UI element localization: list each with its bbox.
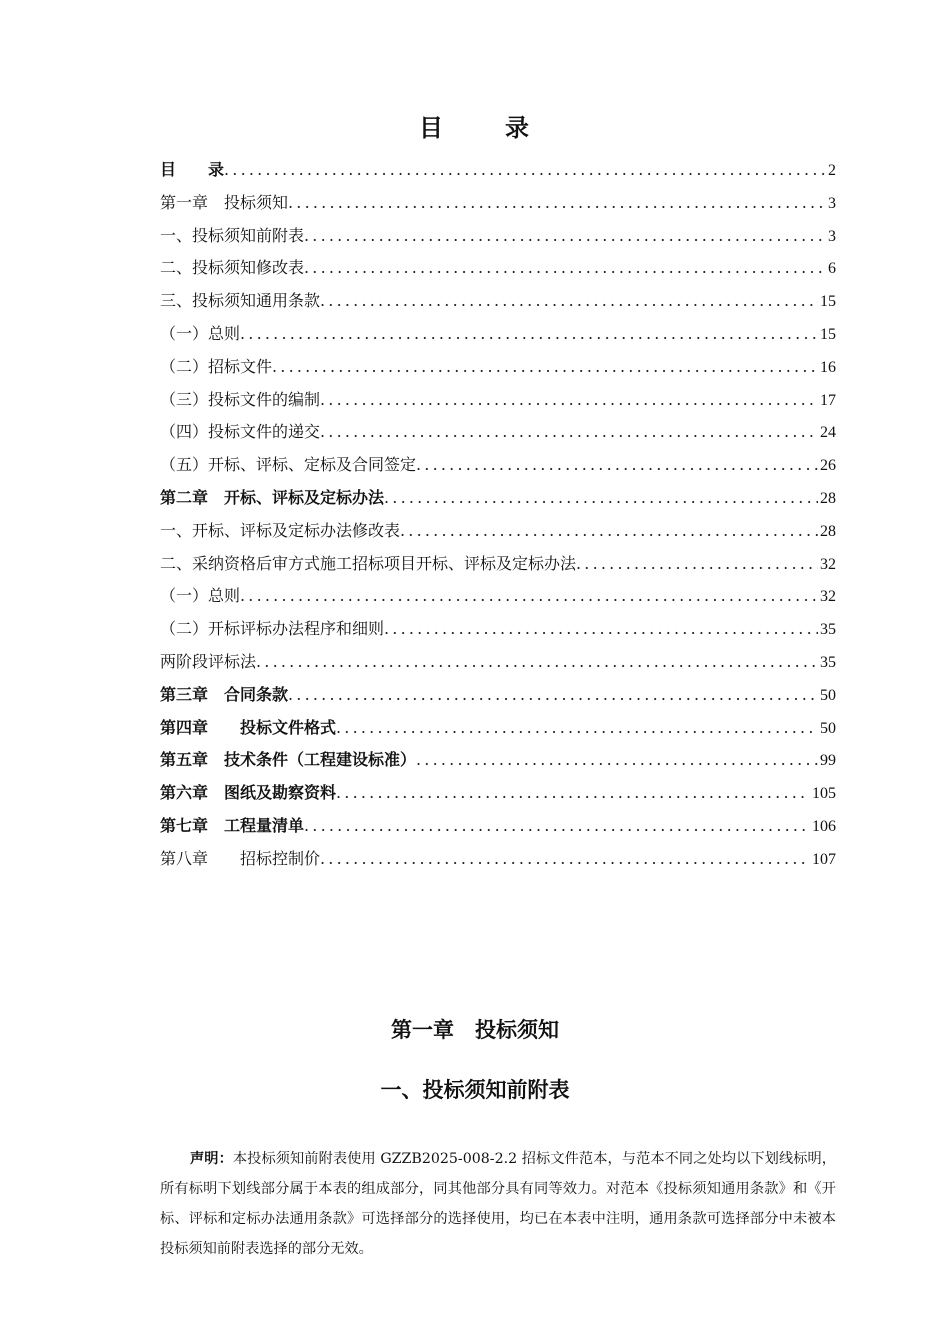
toc-title-char-2: 录	[505, 113, 531, 142]
toc-entry-page: 16	[820, 358, 836, 376]
toc-entry-page: 50	[820, 686, 836, 704]
toc-entry[interactable]	[160, 288, 836, 321]
toc-leader-dots	[576, 554, 818, 573]
toc-entry-page: 106	[812, 817, 836, 835]
toc-entry-page: 28	[820, 489, 836, 507]
toc-entry-page: 3	[828, 227, 836, 245]
statement-text: 本投标须知前附表使用 GZZB2025-008-2.2 招标文件范本，与范本不同之处均以下划线标明，所有标明下划线部分属于本表的组成部分，同其他部分具有同等效力。对范本《投标须知通用条款》和《开标、评标和定标办法通用条款》可选择部分的选择使用，均已在本表中注明，通用条款可选择部分中未被本投标须知前附表选择的部分无效。	[160, 1151, 836, 1258]
toc-entry[interactable]	[160, 223, 836, 256]
toc-entry[interactable]	[160, 485, 836, 518]
toc-entry-label: 三、投标须知通用条款	[160, 291, 321, 311]
toc-entry-page: 32	[820, 588, 836, 606]
toc-entry[interactable]	[160, 616, 836, 649]
toc-entry[interactable]	[160, 747, 836, 780]
toc-entry-page: 35	[820, 653, 836, 671]
toc-leader-dots	[336, 783, 810, 802]
toc-entry[interactable]	[160, 419, 836, 452]
toc-leader-dots	[304, 816, 810, 835]
toc-entry-page: 99	[820, 752, 836, 770]
toc-entry-page: 35	[820, 621, 836, 639]
toc-entry-label: （二）招标文件	[160, 356, 273, 376]
toc-entry[interactable]	[160, 452, 836, 485]
toc-entry-page: 24	[820, 424, 836, 442]
toc-leader-dots	[416, 750, 818, 769]
toc-entry-label: 二、投标须知修改表	[160, 258, 305, 278]
toc-leader-dots	[416, 455, 818, 474]
toc-entry[interactable]	[160, 780, 836, 813]
statement-label: 声明：	[190, 1151, 233, 1168]
toc-entry-label: 第二章 开标、评标及定标办法	[160, 487, 385, 507]
toc-title	[0, 108, 950, 143]
toc-leader-dots	[320, 291, 818, 310]
toc-entry-label: 目 录	[160, 160, 225, 179]
toc-entry-label: （一）总则	[160, 323, 241, 343]
toc-entry[interactable]	[160, 551, 836, 584]
toc-entry-label: 第一章 投标须知	[160, 192, 289, 212]
toc-entry-label: 第八章 招标控制价	[160, 848, 321, 868]
toc-entry[interactable]	[160, 518, 836, 551]
toc-entry-page: 6	[828, 260, 836, 278]
toc-entry-label: 一、投标须知前附表	[160, 225, 305, 245]
toc-entry-page: 50	[820, 719, 836, 737]
toc-entry-page: 107	[812, 850, 836, 868]
toc-entry[interactable]	[160, 813, 836, 846]
toc-leader-dots	[320, 390, 818, 409]
toc-entry-label: （五）开标、评标、定标及合同签定	[160, 455, 417, 475]
toc-entry[interactable]	[160, 387, 836, 420]
toc-entry-label: 第三章 合同条款	[160, 684, 289, 704]
toc-entry[interactable]	[160, 846, 836, 879]
toc-leader-dots	[384, 488, 818, 507]
toc-entry-label: 第四章 投标文件格式	[160, 717, 337, 737]
toc-leader-dots	[288, 685, 818, 704]
section-title: 一、投标须知前附表	[380, 1078, 570, 1102]
toc-entry-label: （一）总则	[160, 586, 241, 606]
toc-entry-label: 第七章 工程量清单	[160, 815, 305, 835]
toc-leader-dots	[400, 521, 818, 540]
toc-entry[interactable]	[160, 715, 836, 748]
table-of-contents	[160, 157, 836, 879]
toc-entry-label: （三）投标文件的编制	[160, 389, 321, 409]
toc-leader-dots	[384, 619, 818, 638]
toc-entry-label: 二、采纳资格后审方式施工招标项目开标、评标及定标办法	[160, 553, 577, 573]
toc-entry-label: 一、开标、评标及定标办法修改表	[160, 520, 401, 540]
toc-leader-dots	[288, 193, 826, 212]
toc-entry[interactable]	[160, 255, 836, 288]
toc-entry-label: 第五章 技术条件（工程建设标准）	[160, 750, 417, 770]
toc-entry-label: 两阶段评标法	[160, 651, 257, 671]
toc-leader-dots	[256, 652, 818, 671]
toc-entry[interactable]	[160, 354, 836, 387]
toc-leader-dots	[272, 357, 818, 376]
toc-entry[interactable]	[160, 583, 836, 616]
toc-entry[interactable]	[160, 190, 836, 223]
statement-paragraph	[160, 1144, 836, 1264]
toc-leader-dots	[224, 160, 826, 179]
toc-entry[interactable]	[160, 649, 836, 682]
toc-entry-label: 第六章 图纸及勘察资料	[160, 783, 337, 803]
toc-entry-label: （二）开标评标办法程序和细则	[160, 619, 385, 639]
toc-entry-label: （四）投标文件的递交	[160, 422, 321, 442]
toc-entry-page: 2	[828, 162, 836, 179]
toc-title-char-1: 目	[419, 113, 445, 142]
toc-entry[interactable]	[160, 321, 836, 354]
toc-entry-page: 26	[820, 457, 836, 475]
toc-entry-page: 32	[820, 555, 836, 573]
toc-entry-page: 15	[820, 325, 836, 343]
toc-entry[interactable]	[160, 682, 836, 715]
chapter-title: 第一章 投标须知	[391, 1018, 559, 1042]
toc-leader-dots	[320, 422, 818, 441]
toc-leader-dots	[240, 586, 818, 605]
toc-entry-page: 3	[828, 194, 836, 212]
toc-leader-dots	[304, 226, 826, 245]
toc-leader-dots	[320, 849, 810, 868]
toc-entry-page: 17	[820, 391, 836, 409]
toc-leader-dots	[304, 258, 826, 277]
toc-entry-page: 28	[820, 522, 836, 540]
toc-entry-page: 15	[820, 293, 836, 311]
toc-entry[interactable]	[160, 157, 836, 190]
toc-entry-page: 105	[812, 785, 836, 803]
toc-leader-dots	[240, 324, 818, 343]
toc-leader-dots	[336, 718, 818, 737]
